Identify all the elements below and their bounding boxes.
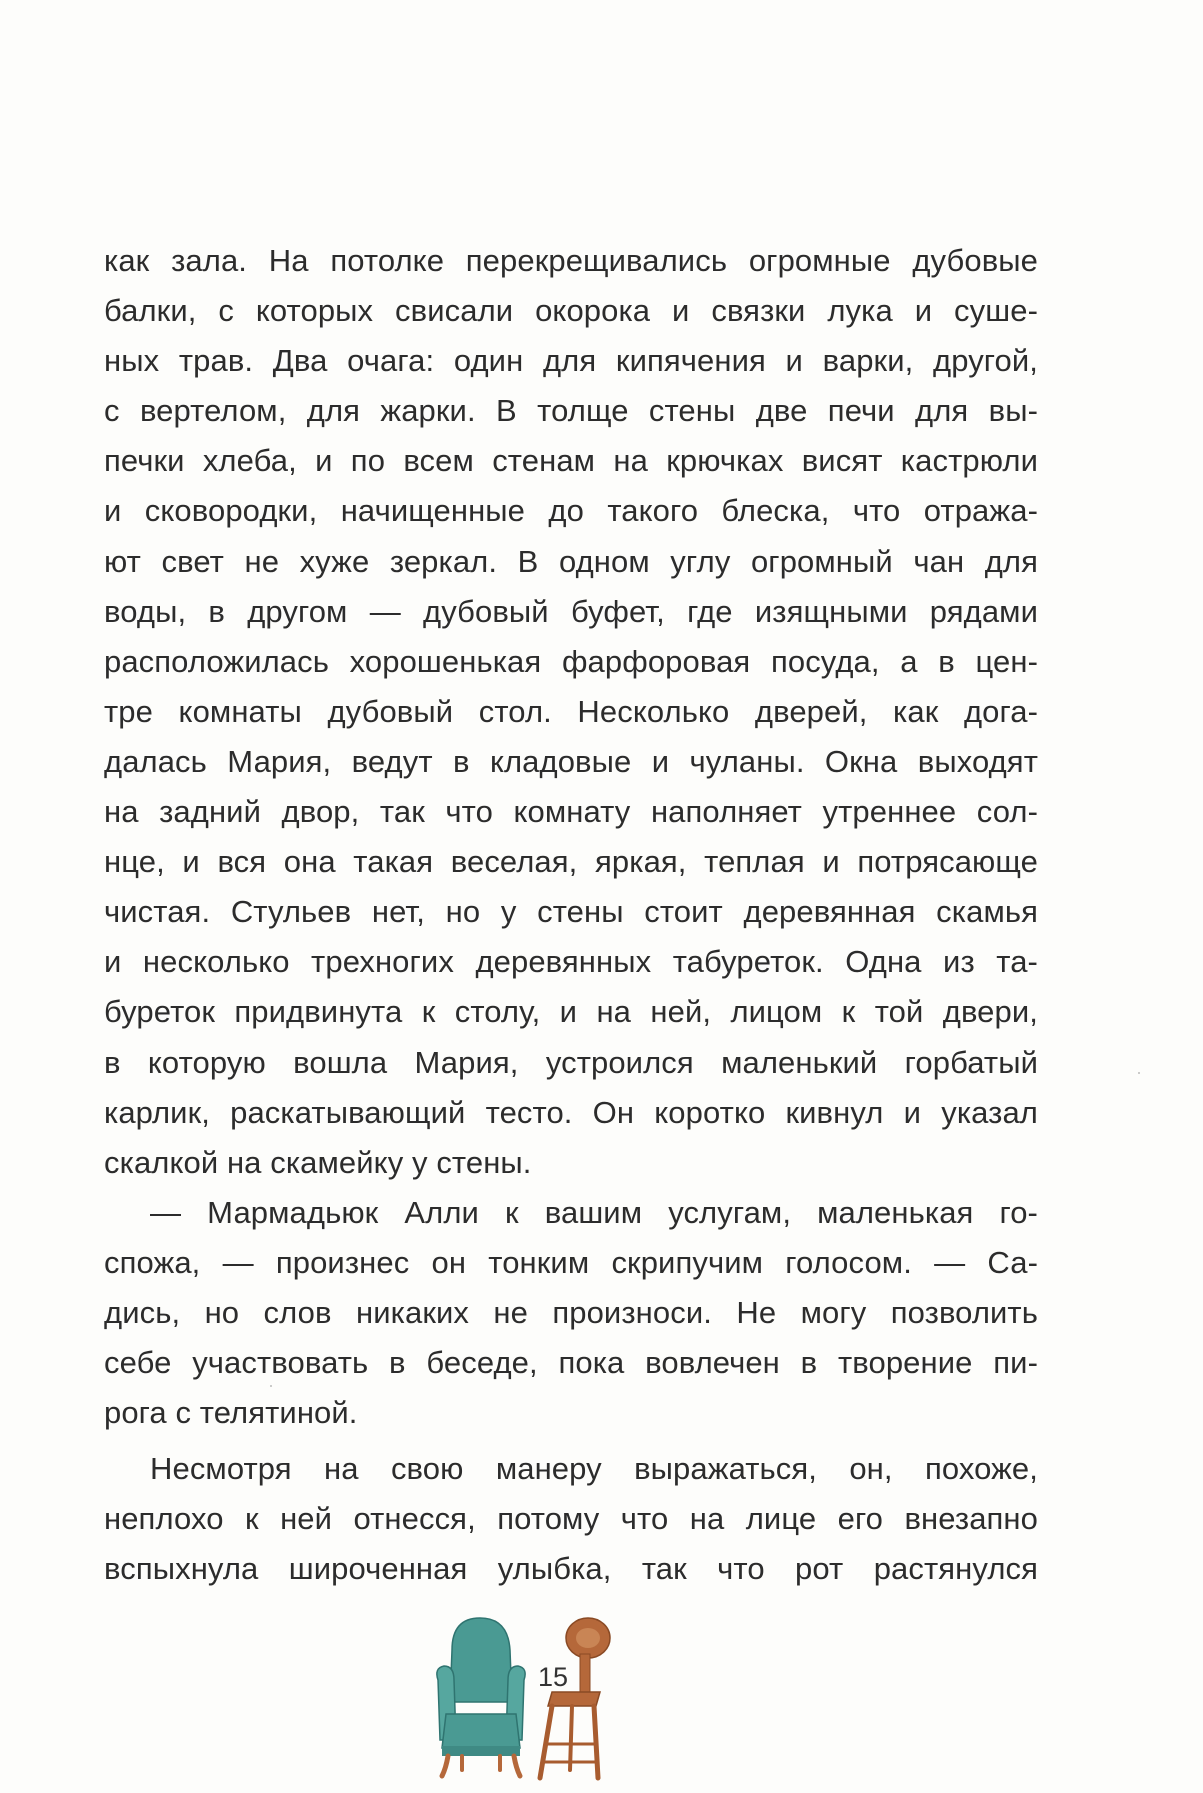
text-line: воды, в другом — дубовый буфет, где изящными рядами [104,593,1038,629]
text-line: печки хлеба, и по всем стенам на крючках висят кастрюли [104,443,1038,479]
text-line: тре комнаты дубовый стол. Несколько дверей, как дога- [104,693,1038,729]
page-footer-illustration [430,1610,670,1785]
text-line: буреток придвинута к столу, и на ней, лицом к той двери, [104,994,1038,1030]
text-line: Несмотря на свою манеру выражаться, он, похоже, [150,1451,1038,1487]
text-line: ют свет не хуже зеркал. В одном углу огромный чан для [104,543,1038,579]
text-line: в которую вошла Мария, устроился маленький горбатый [104,1044,1038,1080]
text-line: ных трав. Два очага: один для кипячения и варки, другой, [104,343,1038,379]
page-number: 15 [538,1662,569,1692]
text-line: дись, но слов никаких не произноси. Не могу позволить [104,1294,1038,1330]
text-line: себе участвовать в беседе, пока вовлечен в творение пи- [104,1345,1038,1381]
text-line: неплохо к ней отнесся, потому что на лице его внезапно [104,1501,1038,1537]
text-line: — Мармадьюк Алли к вашим услугам, маленькая го- [150,1194,1038,1230]
text-line: вспыхнула широченная улыбка, так что рот растянулся [104,1551,1038,1587]
text-line: карлик, раскатывающий тесто. Он коротко кивнул и указал [104,1094,1038,1130]
text-line: и несколько трехногих деревянных табуреток. Одна из та- [104,944,1038,980]
text-line: рога с телятиной. [104,1395,358,1431]
text-line: и сковородки, начищенные до такого блеска, что отража- [104,493,1038,529]
text-line: как зала. На потолке перекрещивались огромные дубовые [104,243,1038,278]
text-line: с вертелом, для жарки. В толще стены две печи для вы- [104,393,1038,429]
wooden-chair-icon [540,1618,610,1778]
text-line: спожа, — произнес он тонким скрипучим голосом. — Са- [104,1244,1038,1280]
text-line: чистая. Стульев нет, но у стены стоит деревянная скамья [104,894,1038,930]
text-line: балки, с которых свисали окорока и связки лука и суше- [104,293,1038,329]
text-line: расположилась хорошенькая фарфоровая посуда, а в цен- [104,643,1038,679]
text-line: нце, и вся она такая веселая, яркая, теплая и потрясающе [104,844,1038,880]
text-line: далась Мария, ведут в кладовые и чуланы. Окна выходят [104,743,1038,779]
text-line: скалкой на скамейку у стены. [104,1144,532,1180]
page-body [104,236,1038,1595]
armchair-icon [430,1610,670,1785]
text-line: на задний двор, так что комнату наполняет утреннее сол- [104,794,1038,830]
